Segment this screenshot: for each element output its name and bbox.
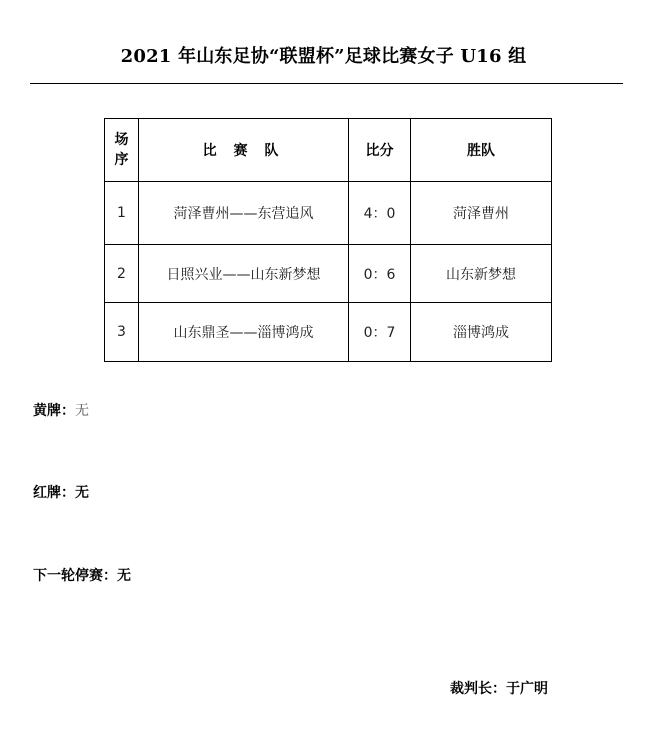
row-score: 4：0 [349,182,411,245]
referee-label: 裁判长 [450,681,492,697]
suspension-colon: ： [103,568,117,584]
document-title: 2021 年山东足协“联盟杯”足球比赛女子 U16 组 [120,46,527,67]
row-seq: 2 [105,245,139,303]
row-score: 0：6 [349,245,411,303]
row-seq: 3 [105,303,139,362]
red-cards-line [33,482,89,502]
red-cards-value: 无 [75,485,89,501]
header-seq-line1: 场 [114,132,129,148]
results-table [104,118,552,362]
suspension-line [33,565,131,585]
referee-colon: ： [492,681,506,697]
row-match: 日照兴业——山东新梦想 [139,245,349,303]
row-match: 山东鼎圣——淄博鸿成 [139,303,349,362]
table-row [105,182,552,245]
header-score: 比分 [349,119,411,182]
red-cards-colon: ： [61,485,75,501]
red-cards-label: 红牌 [33,485,61,501]
suspension-value: 无 [117,568,131,584]
header-seq [105,119,139,182]
yellow-cards-value: 无 [75,403,89,419]
row-winner: 淄博鸿成 [411,303,552,362]
table-row [105,245,552,303]
yellow-cards-line [33,400,89,420]
row-winner: 山东新梦想 [411,245,552,303]
table-row [105,303,552,362]
row-seq: 1 [105,182,139,245]
yellow-cards-colon: ： [61,403,75,419]
suspension-label: 下一轮停赛 [33,568,103,584]
yellow-cards-label: 黄牌 [33,403,61,419]
referee-signature-line [450,678,548,698]
title-divider [30,83,623,84]
header-seq-line2: 序 [114,152,129,168]
header-winner: 胜队 [411,119,552,182]
row-score: 0：7 [349,303,411,362]
referee-name: 于广明 [506,681,548,697]
table-header-row [105,119,552,182]
header-match: 比 赛 队 [139,119,349,182]
row-winner: 菏泽曹州 [411,182,552,245]
row-match: 菏泽曹州——东营追风 [139,182,349,245]
